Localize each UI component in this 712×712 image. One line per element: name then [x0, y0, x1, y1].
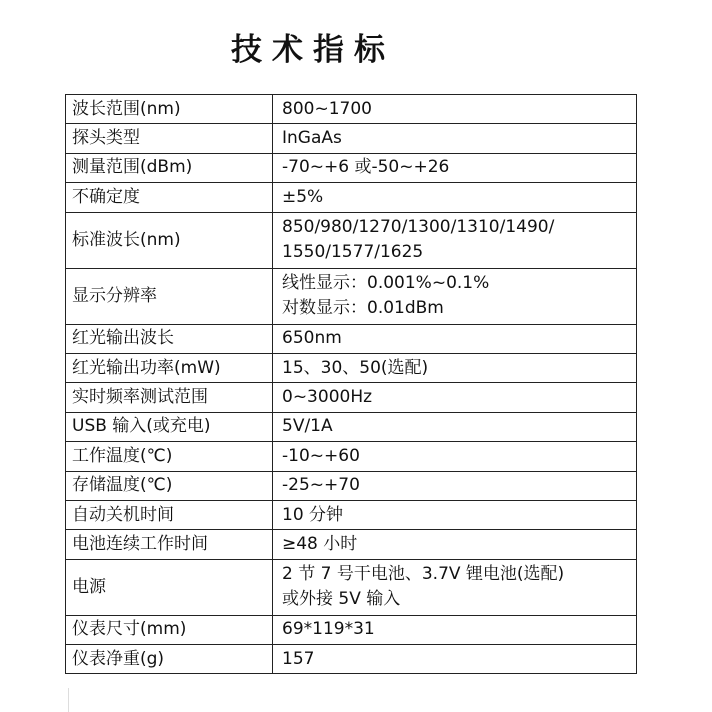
spec-name-cell: 实时频率测试范围 [66, 383, 273, 412]
spec-value-line: 1550/1577/1625 [282, 242, 424, 263]
spec-table-body [66, 95, 637, 674]
table-row [66, 645, 637, 674]
spec-name-cell: 存储温度(℃) [66, 471, 273, 500]
spec-value-cell [273, 442, 637, 471]
table-row [66, 183, 637, 212]
spec-value-line: 800~1700 [282, 98, 372, 119]
spec-value-cell [273, 412, 637, 441]
spec-value-cell [273, 324, 637, 353]
spec-value-line: 69*119*31 [282, 619, 375, 640]
page-edge-mark [68, 688, 69, 712]
spec-value-cell [273, 183, 637, 212]
table-row [66, 153, 637, 182]
table-row [66, 95, 637, 124]
spec-value-cell [273, 471, 637, 500]
spec-name-cell: 波长范围(nm) [66, 95, 273, 124]
table-row [66, 530, 637, 559]
table-row [66, 615, 637, 644]
spec-value-line: 850/980/1270/1300/1310/1490/ [282, 217, 555, 238]
spec-name-cell: 测量范围(dBm) [66, 153, 273, 182]
table-row [66, 383, 637, 412]
spec-value-cell [273, 124, 637, 153]
spec-value-line: -10~+60 [282, 445, 360, 466]
spec-name-cell: 显示分辨率 [66, 268, 273, 324]
table-row [66, 442, 637, 471]
page-title: 技术指标 [231, 32, 395, 68]
spec-value-line: 线性显示：0.001%~0.1% [282, 273, 490, 294]
spec-value-cell [273, 95, 637, 124]
spec-name-cell: 不确定度 [66, 183, 273, 212]
table-row [66, 559, 637, 615]
spec-name-cell: 仪表净重(g) [66, 645, 273, 674]
table-row [66, 412, 637, 441]
spec-value-line: ±5% [282, 186, 324, 207]
spec-value-line: 650nm [282, 328, 342, 349]
spec-value-cell [273, 615, 637, 644]
spec-value-cell [273, 383, 637, 412]
spec-value-cell [273, 530, 637, 559]
spec-value-line: 或外接 5V 输入 [282, 589, 401, 610]
table-row [66, 471, 637, 500]
spec-value-line: 5V/1A [282, 416, 333, 437]
table-row [66, 212, 637, 268]
spec-name-cell: 红光输出功率(mW) [66, 353, 273, 382]
spec-name-cell: 探头类型 [66, 124, 273, 153]
spec-value-cell [273, 212, 637, 268]
spec-value-cell [273, 500, 637, 529]
spec-value-line: 15、30、50(选配) [282, 357, 429, 378]
spec-value-line: -70~+6 或-50~+26 [282, 157, 450, 178]
spec-value-line: 10 分钟 [282, 504, 344, 525]
spec-name-cell: 电源 [66, 559, 273, 615]
spec-value-cell [273, 153, 637, 182]
spec-value-line: 157 [282, 648, 315, 669]
spec-name-cell: USB 输入(或充电) [66, 412, 273, 441]
spec-value-cell [273, 559, 637, 615]
spec-name-cell: 工作温度(℃) [66, 442, 273, 471]
spec-name-cell: 电池连续工作时间 [66, 530, 273, 559]
spec-value-line: InGaAs [282, 128, 342, 149]
table-row [66, 353, 637, 382]
spec-value-line: ≥48 小时 [282, 533, 358, 554]
spec-value-cell [273, 645, 637, 674]
spec-value-line: 对数显示：0.01dBm [282, 298, 444, 319]
spec-value-line: 2 节 7 号干电池、3.7V 锂电池(选配) [282, 564, 565, 585]
spec-name-cell: 标准波长(nm) [66, 212, 273, 268]
spec-value-cell [273, 353, 637, 382]
table-row [66, 500, 637, 529]
spec-value-line: 0~3000Hz [282, 387, 373, 408]
table-row [66, 324, 637, 353]
spec-value-line: -25~+70 [282, 475, 360, 496]
spec-name-cell: 自动关机时间 [66, 500, 273, 529]
spec-name-cell: 红光输出波长 [66, 324, 273, 353]
spec-name-cell: 仪表尺寸(mm) [66, 615, 273, 644]
table-row [66, 124, 637, 153]
spec-value-cell [273, 268, 637, 324]
spec-table [65, 94, 637, 674]
table-row [66, 268, 637, 324]
